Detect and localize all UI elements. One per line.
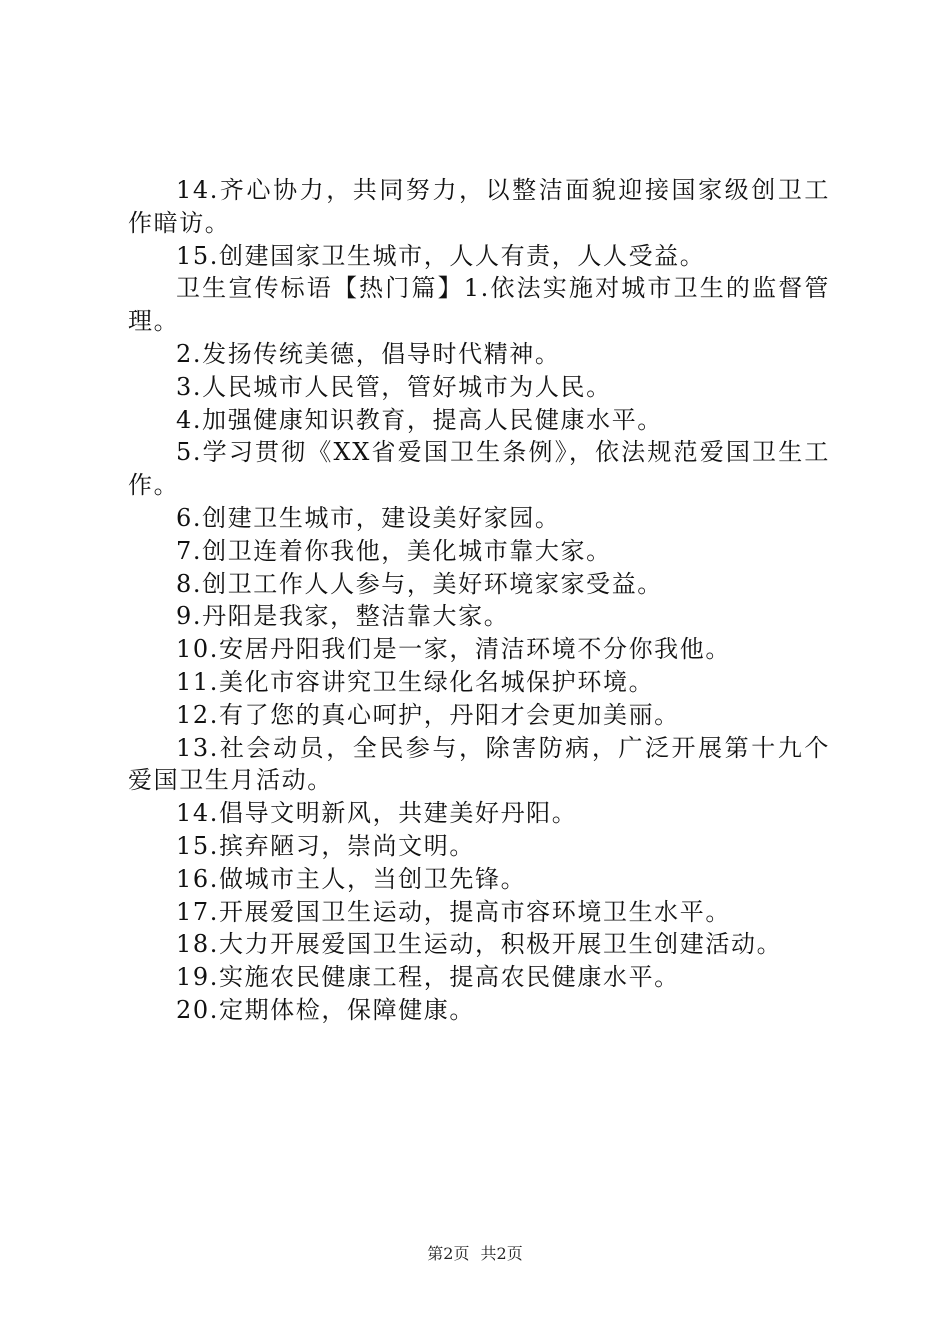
paragraph: 2.发扬传统美德，倡导时代精神。 bbox=[176, 339, 561, 368]
paragraph: 5.学习贯彻《XX省爱国卫生条例》，依法规范爱国卫生工作。 bbox=[128, 438, 830, 500]
paragraph: 16.做城市主人，当创卫先锋。 bbox=[176, 864, 527, 893]
page-footer bbox=[0, 1244, 950, 1264]
paragraph: 11.美化市容讲究卫生绿化名城保护环境。 bbox=[176, 667, 655, 696]
paragraph: 20.定期体检，保障健康。 bbox=[176, 995, 475, 1024]
paragraph: 10.安居丹阳我们是一家，清洁环境不分你我他。 bbox=[176, 635, 731, 664]
paragraph: 14.倡导文明新风，共建美好丹阳。 bbox=[176, 799, 578, 828]
paragraph: 3.人民城市人民管，管好城市为人民。 bbox=[176, 372, 612, 401]
document-body bbox=[128, 174, 830, 1027]
paragraph: 12.有了您的真心呵护，丹阳才会更加美丽。 bbox=[176, 700, 680, 729]
page-number-total: 共2页 bbox=[480, 1244, 523, 1263]
page-number-current: 第2页 bbox=[427, 1244, 470, 1263]
paragraph: 6.创建卫生城市，建设美好家园。 bbox=[176, 503, 561, 532]
paragraph: 19.实施农民健康工程，提高农民健康水平。 bbox=[176, 963, 680, 992]
paragraph: 15.创建国家卫生城市，人人有责，人人受益。 bbox=[176, 241, 706, 270]
paragraph: 15.摈弃陋习，崇尚文明。 bbox=[176, 831, 475, 860]
paragraph: 8.创卫工作人人参与，美好环境家家受益。 bbox=[176, 569, 663, 598]
paragraph: 18.大力开展爱国卫生运动，积极开展卫生创建活动。 bbox=[176, 930, 783, 959]
paragraph: 14.齐心协力，共同努力，以整洁面貌迎接国家级创卫工作暗访。 bbox=[128, 176, 830, 237]
paragraph: 13.社会动员，全民参与，除害防病，广泛开展第十九个爱国卫生月活动。 bbox=[128, 733, 830, 795]
paragraph: 9.丹阳是我家，整洁靠大家。 bbox=[176, 602, 510, 631]
paragraph: 17.开展爱国卫生运动，提高市容环境卫生水平。 bbox=[176, 897, 731, 926]
paragraph: 卫生宣传标语【热门篇】1.依法实施对城市卫生的监督管理。 bbox=[128, 274, 830, 336]
paragraph: 4.加强健康知识教育，提高人民健康水平。 bbox=[176, 405, 663, 434]
paragraph: 7.创卫连着你我他，美化城市靠大家。 bbox=[176, 536, 612, 565]
